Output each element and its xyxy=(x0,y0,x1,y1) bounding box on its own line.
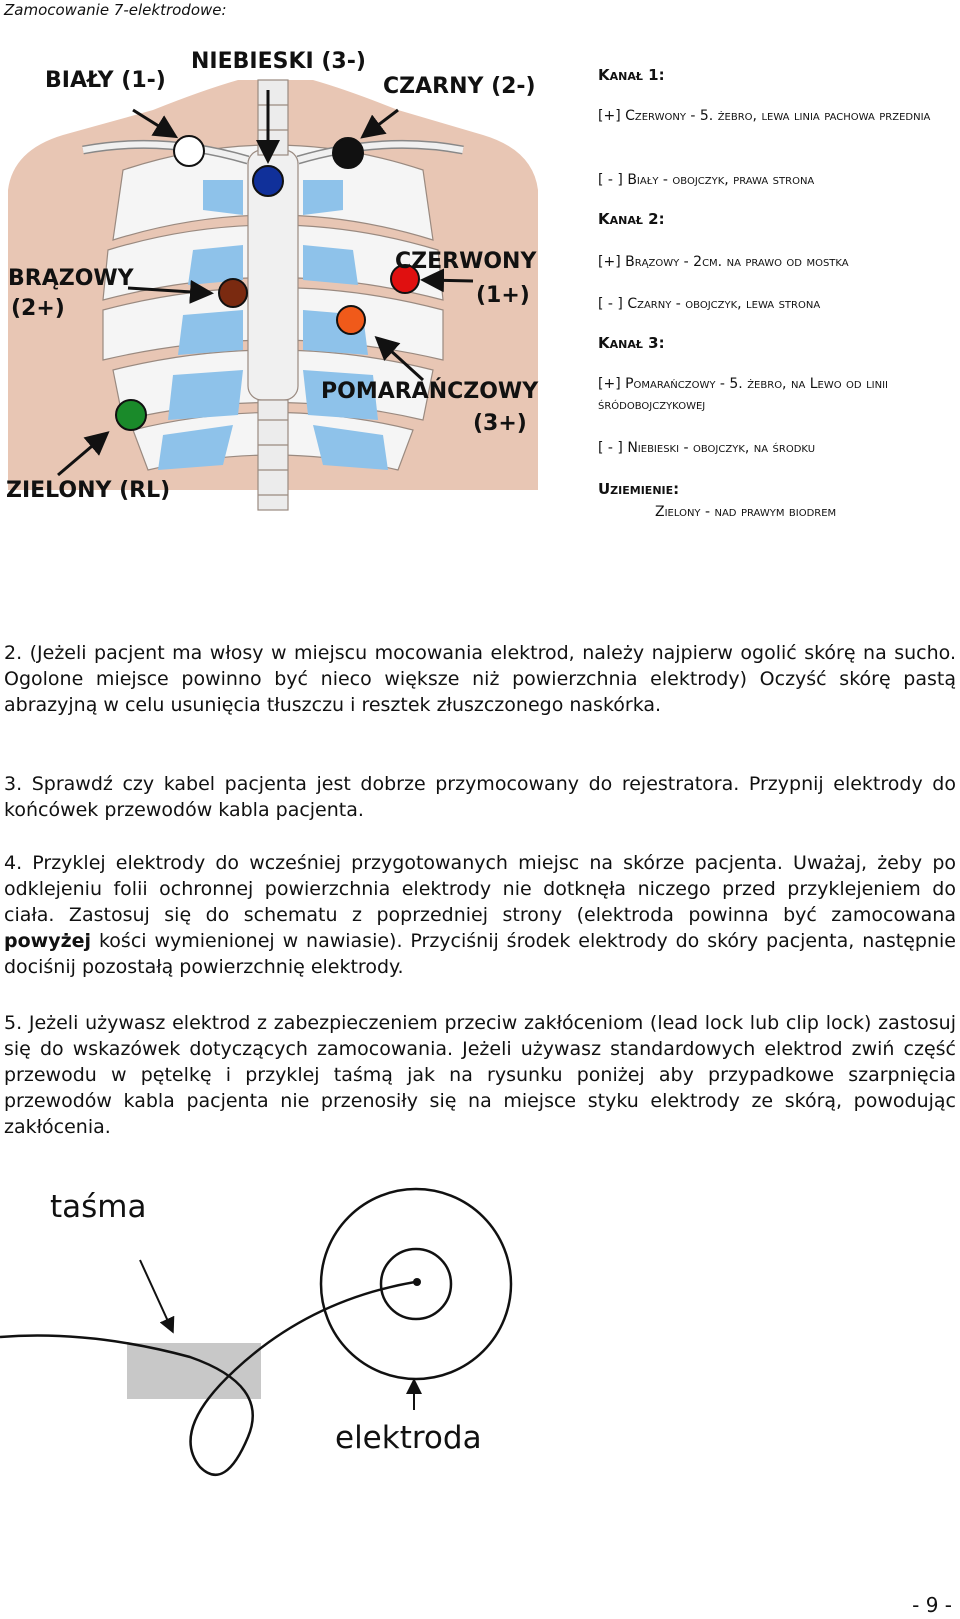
label-pomaranczowy-sign: (3+) xyxy=(473,411,527,436)
uziemienie-title: Uziemienie: xyxy=(598,480,680,498)
label-brazowy: BRĄZOWY xyxy=(8,266,134,291)
tape xyxy=(127,1343,261,1399)
electrode-pomaranczowy xyxy=(337,306,365,334)
kanal2-plus: [+] Brązowy - 2cm. na prawo od mostka xyxy=(598,254,849,270)
kanal3-minus: [ - ] Niebieski - obojczyk, na środku xyxy=(598,440,816,456)
uziemienie-value: Zielony - nad prawym biodrem xyxy=(655,504,837,520)
page-title: Zamocowanie 7-elektrodowe: xyxy=(4,1,227,19)
electrode-brazowy xyxy=(219,279,247,307)
label-czerwony: CZERWONY xyxy=(395,249,537,274)
label-elektroda: elektroda xyxy=(335,1420,482,1456)
label-brazowy-sign: (2+) xyxy=(11,296,65,321)
electrode-niebieski xyxy=(253,166,283,196)
kanal1-minus: [ - ] Biały - obojczyk, prawa strona xyxy=(598,172,815,188)
label-tasma: taśma xyxy=(50,1189,147,1225)
cable-loop-figure xyxy=(0,1180,530,1510)
kanal3-plus: [+] Pomarańczowy - 5. żebro, na Lewo od linii śródobojczykowej xyxy=(598,376,888,413)
label-bialy: BIAŁY (1-) xyxy=(45,68,166,93)
electrode-zielony xyxy=(116,400,146,430)
page-number: - 9 - xyxy=(912,1593,952,1617)
kanal2-title: Kanał 2: xyxy=(598,210,665,228)
kanal2-minus: [ - ] Czarny - obojczyk, lewa strona xyxy=(598,296,821,312)
kanal1-title: Kanał 1: xyxy=(598,66,665,84)
chest-electrode-figure xyxy=(3,40,543,540)
kanal3-title: Kanał 3: xyxy=(598,334,665,352)
paragraph-3: 3. Sprawdź czy kabel pacjenta jest dobrze przymocowany do rejestratora. Przypnij elektrody do końcówek przewodów kabla pacjenta. xyxy=(4,773,956,821)
electrode-bialy xyxy=(174,136,204,166)
emphasis-powyzej: powyżej xyxy=(4,930,92,952)
paragraph-4: 4. Przyklej elektrody do wcześniej przygotowanych miejsc na skórze pacjenta. Uważaj, żeby po odklejeniu folii ochronnej powierzchnia elektrody nie dotknęła niczego przed przyklejeniem do ciała. Zastosuj się do schematu z poprzedniej strony (elektroda powinna być zamocowana powyżej kości wymienionej w nawiasie). Przyciśnij środek elektrody do skóry pacjenta, następnie dociśnij pozostałą powierzchnię elektrody. xyxy=(4,852,956,978)
kanal1-plus: [+] Czerwony - 5. żebro, lewa linia pachowa przednia xyxy=(598,108,931,124)
paragraph-5: 5. Jeżeli używasz elektrod z zabezpieczeniem przeciw zakłóceniom (lead lock lub clip lock) zastosuj się do wskazówek dotyczących zamocowania. Jeżeli używasz standardowych elektrod zwiń część przewodu w pętelkę i przyklej taśmą jak na rysunku poniżej aby przypadkowe szarpnięcia przewodów kabla pacjenta nie przenosiły się na miejsce styku elektrody ze skórą, powodując zakłócenia. xyxy=(4,1012,956,1138)
electrode-czarny xyxy=(333,138,363,168)
label-czerwony-sign: (1+) xyxy=(476,283,530,308)
label-czarny: CZARNY (2-) xyxy=(383,74,536,99)
label-zielony: ZIELONY (RL) xyxy=(6,478,171,503)
paragraph-2: 2. (Jeżeli pacjent ma włosy w miejscu mocowania elektrod, należy najpierw ogolić skórę na sucho. Ogolone miejsce powinno być nieco większe niż powierzchnia elektrody) Oczyść skórę pastą abrazyjną w celu usunięcia tłuszczu i resztek złuszczonego naskórka. xyxy=(4,642,956,716)
label-pomaranczowy: POMARAŃCZOWY xyxy=(321,379,539,404)
label-niebieski: NIEBIESKI (3-) xyxy=(191,49,366,74)
